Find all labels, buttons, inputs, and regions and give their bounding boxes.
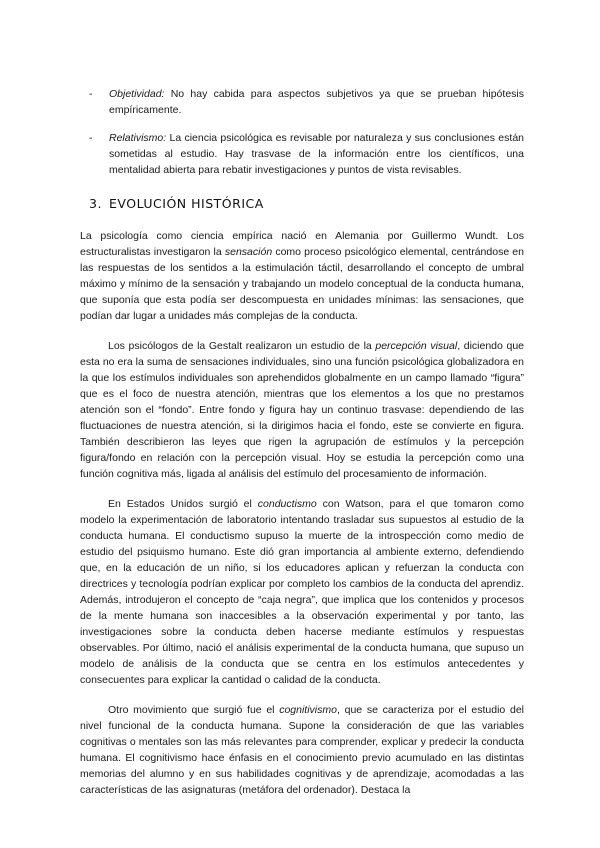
bullet-dash: - [89, 132, 93, 144]
paragraph-text: , que se caracteriza por el estudio del nivel funcional de la conducta humana. Supone la consideración de que las variables cognitivas o mentales son las más relevantes para comprender, explicar y predecir la conducta humana. El cognitivismo hace énfasis en el conocimiento previo acumulado en las distintas memorias del alumno y en sus habilidades cognitivas y de aprendizaje, acomodadas a las características de las asignaturas (metáfora del ordenador). Destaca la [80, 704, 524, 796]
paragraph-text: con Watson, para el que tomaron como modelo la experimentación de laboratorio intentando trasladar sus supuestos al estudio de la conducta humana. El conductismo supuso la muerte de la introspección como medio de estudio del psiquismo humano. Este dió gran importancia al ambiente externo, defendiendo que, en la educación de un niño, si los educadores aplican y refuerzan la conducta con directrices y tecnología podrían explicar por completo los cambios de la conducta del aprendiz. Además, introdujeron el concepto de “caja negra”, que implica que los contenidos y procesos de la mente humana son inaccesibles a la observación experimental y por tanto, las investigaciones sobre la conducta deben hacerse mediante estímulos y respuestas observables. Por último, nació el análisis experimental de la conducta humana, que supuso un modelo de análisis de la conducta que se centra en los estímulos antecedentes y consecuentes para explicar la cantidad o calidad de la conducta. [80, 498, 525, 686]
paragraph-text: Los psicólogos de la Gestalt realizaron un estudio de la [108, 340, 376, 352]
bullet-text: La ciencia psicológica es revisable por naturaleza y sus conclusiones están sometidas al estudio. Hay trasvase de la información entre los científicos, una mentalidad abierta para rebatir investigaciones y puntos de vista revisables. [109, 132, 524, 176]
bullet-term: Relativismo: [109, 132, 167, 144]
paragraph-text: como proceso psicológico elemental, centrándose en las respuestas de los sentidos a la estimulación táctil, desarrollando el concepto de umbral máximo y mínimo de la sensación y trabajando un modelo conceptual de la conducta humana, que suponía que esta podía ser descompuesta en unidades mínimas: las sensaciones, que podían dar lugar a unidades más complejas de la conducta. [80, 246, 524, 322]
paragraph-cognitivismo [80, 702, 524, 798]
page-content [80, 86, 524, 812]
section-title: EVOLUCIÓN HISTÓRICA [109, 196, 264, 211]
paragraph-text: La psicología como ciencia empírica nació en Alemania por Guillermo Wundt. Los estructuralistas investigaron la [80, 230, 524, 258]
paragraph-text: En Estados Unidos surgió el [108, 498, 258, 510]
section-number: 3. [89, 196, 102, 211]
paragraph-italic-term: percepción visual [375, 340, 458, 352]
paragraph-italic-term: conductismo [257, 498, 317, 510]
paragraph-text: Otro movimiento que surgió fue el [108, 704, 280, 716]
paragraph-gestalt [80, 338, 524, 482]
bullet-term: Objetividad: [109, 88, 165, 100]
paragraph-conductismo [80, 496, 524, 688]
bullet-item-objetividad [80, 86, 524, 118]
paragraph-italic-term: cognitivismo [279, 704, 337, 716]
paragraph-text: , diciendo que esta no era la suma de sensaciones individuales, sino una función psicológica globalizadora en la que los estímulos individuales son aprehendidos globalmente en un campo llamado “figura” que es el foco de nuestra atención, mientras que los elementos a los que no prestamos atención son el “fondo”. Entre fondo y figura hay un continuo trasvase: dependiendo de las fluctuaciones de nuestra atención, si la dirigimos hacia el fondo, este se convierte en figura. También describieron las leyes que rigen la agrupación de estímulos y la percepción figura/fondo en relación con la percepción visual. Hoy se estudia la percepción como una función cognitiva más, ligada al análisis del estímulo del procesamiento de información. [80, 340, 524, 480]
bullet-item-relativismo [80, 130, 524, 178]
paragraph-wundt [80, 228, 524, 324]
section-heading [89, 196, 524, 212]
bullet-text: No hay cabida para aspectos subjetivos ya que se prueban hipótesis empíricamente. [109, 88, 524, 116]
bullet-dash: - [89, 88, 93, 100]
paragraph-italic-term: sensación [224, 246, 273, 258]
